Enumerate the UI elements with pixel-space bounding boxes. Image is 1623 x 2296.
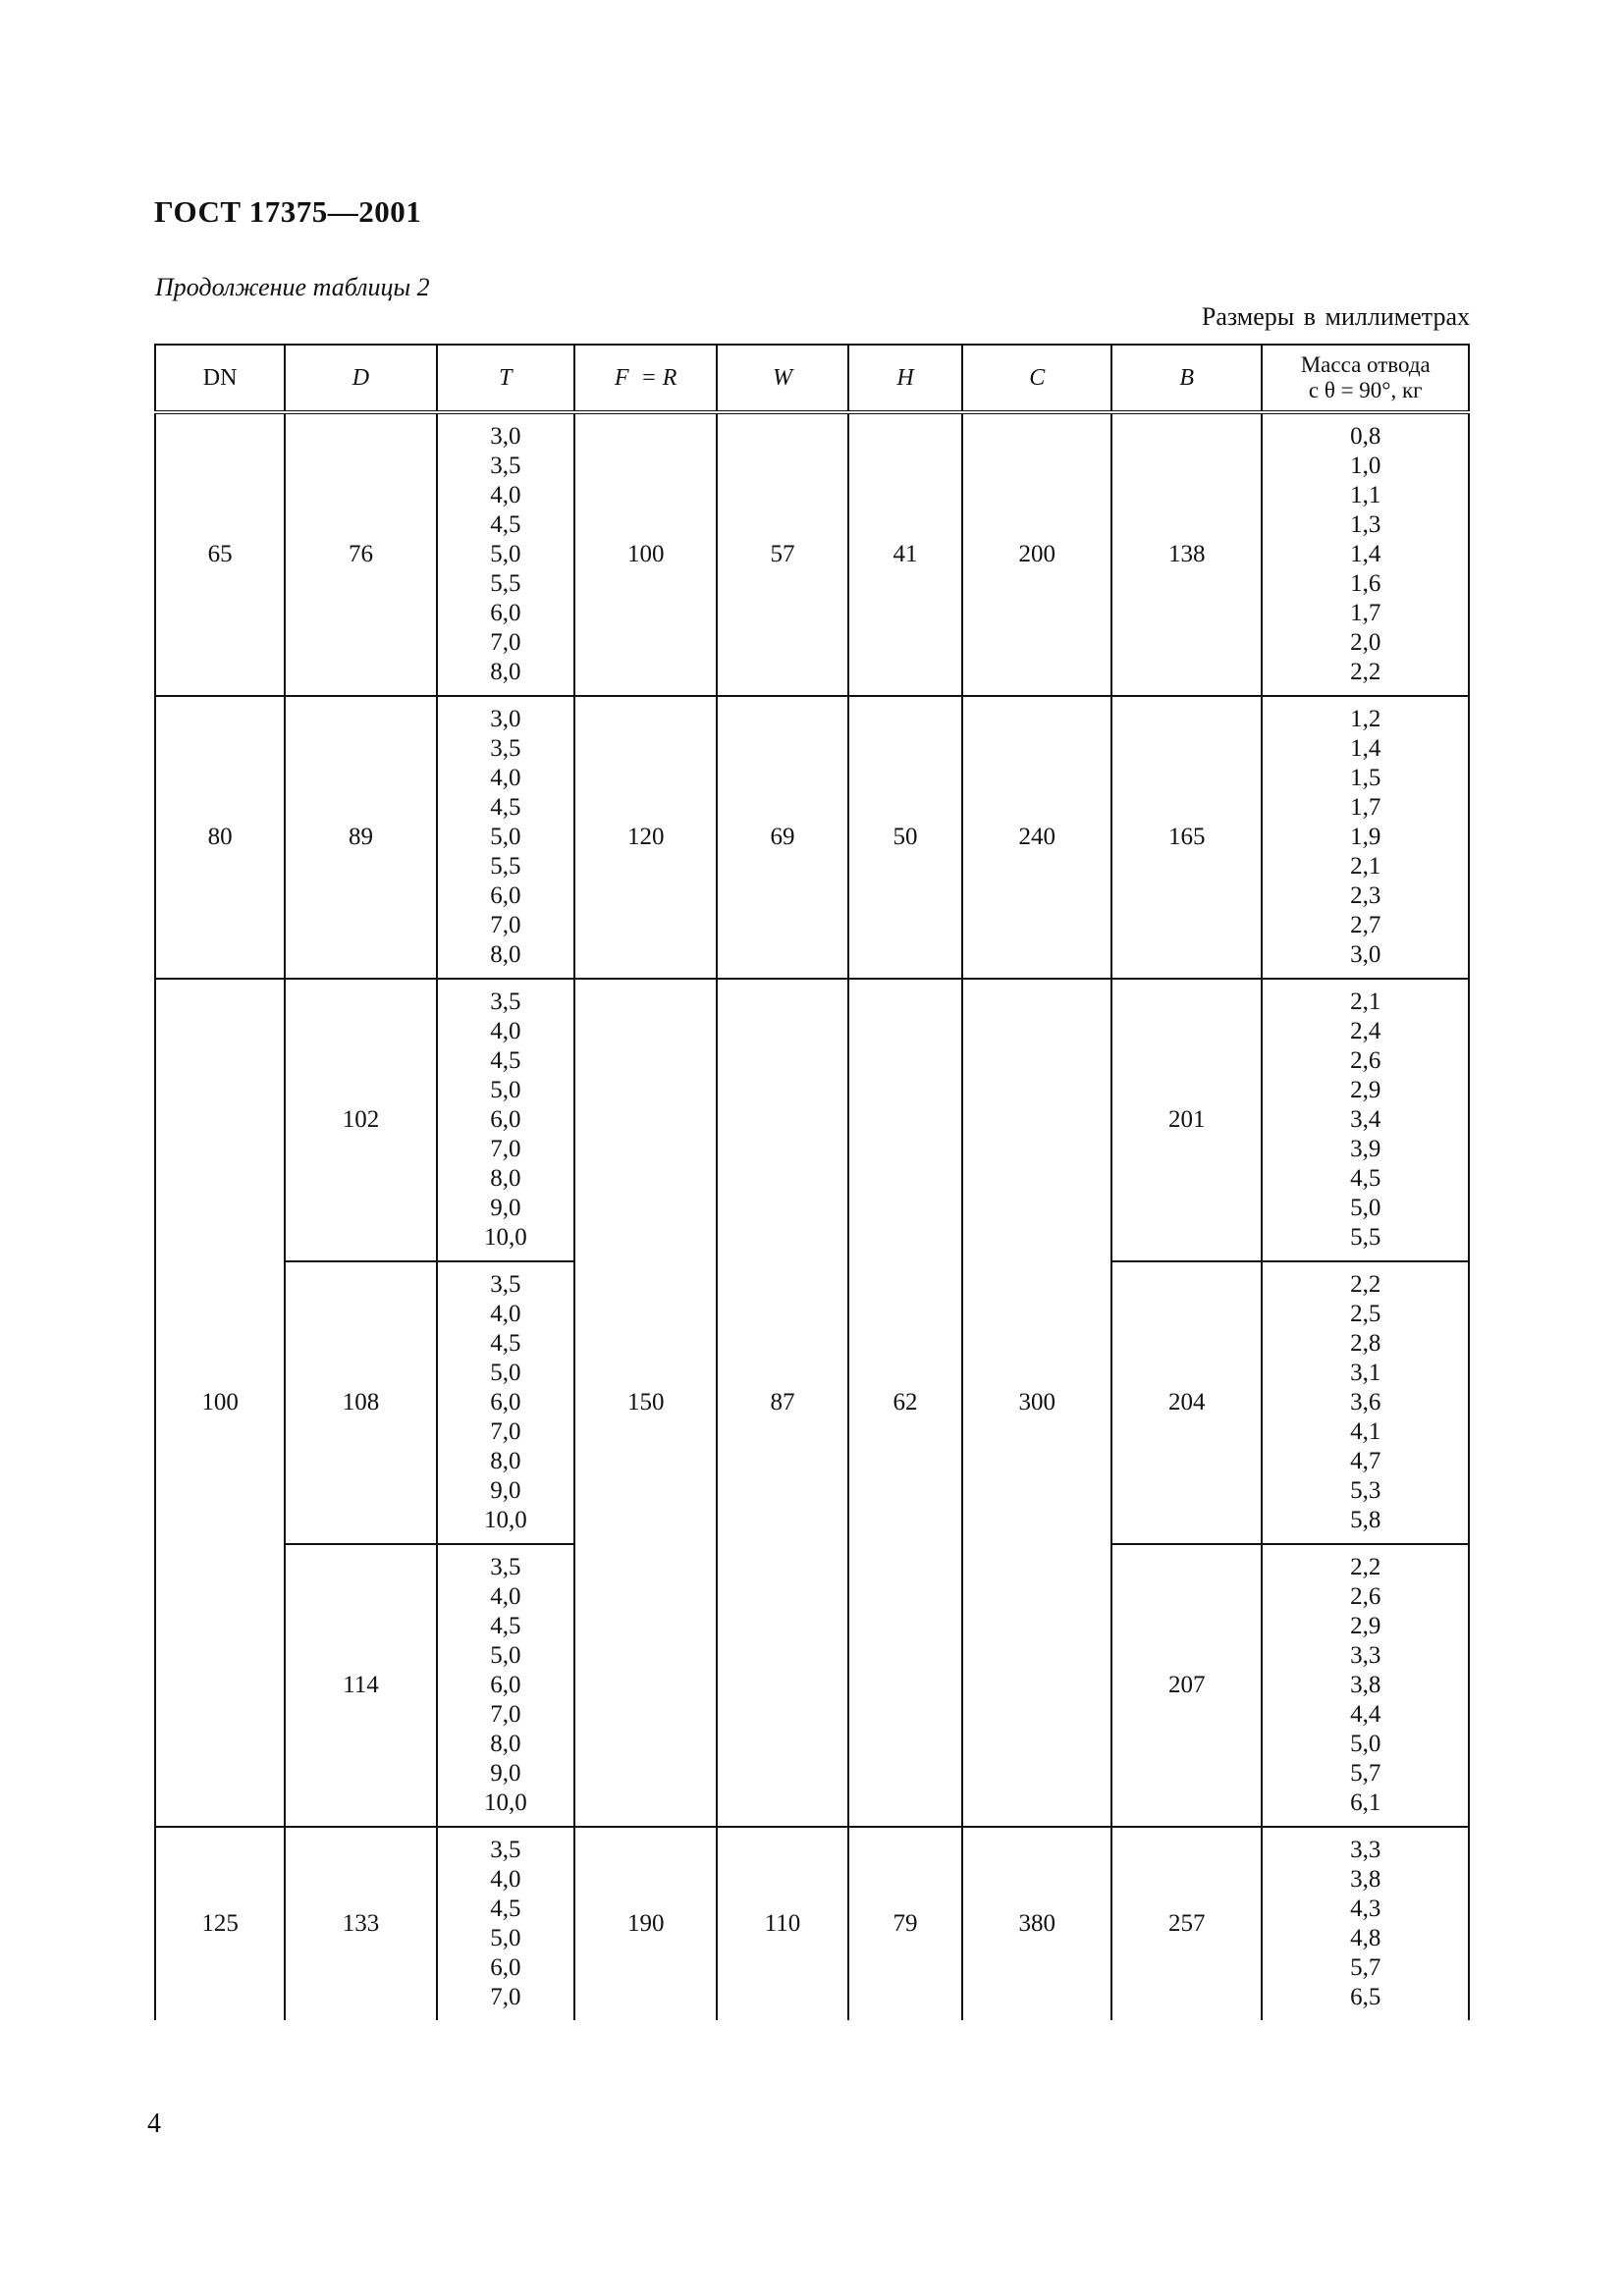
cell-t xyxy=(437,1544,574,1827)
cell-t-value: 3,5 xyxy=(490,1554,521,1580)
cell-t-value: 6,0 xyxy=(490,882,521,909)
cell-h: 41 xyxy=(848,412,963,696)
cell-w: 57 xyxy=(717,412,847,696)
cell-t-value: 8,0 xyxy=(490,1731,521,1757)
cell-mass-value: 4,5 xyxy=(1350,1165,1381,1192)
cell-t-value: 5,0 xyxy=(490,824,521,850)
cell-mass-value: 4,3 xyxy=(1350,1896,1381,1922)
cell-d: 102 xyxy=(285,979,437,1261)
cell-mass xyxy=(1262,1827,1469,2020)
cell-t-value: 4,0 xyxy=(490,482,521,508)
cell-mass-value: 1,9 xyxy=(1350,824,1381,850)
header-mass-line1: Масса отвода xyxy=(1300,352,1431,377)
cell-b: 165 xyxy=(1111,696,1263,979)
cell-mass-value: 1,2 xyxy=(1350,706,1381,732)
cell-c: 380 xyxy=(962,1827,1110,2020)
cell-t-value: 7,0 xyxy=(490,1136,521,1162)
cell-b: 201 xyxy=(1111,979,1263,1261)
cell-mass-value: 1,4 xyxy=(1350,541,1381,567)
cell-mass-value: 5,0 xyxy=(1350,1195,1381,1221)
cell-f-r: 190 xyxy=(574,1827,717,2020)
cell-t-value: 7,0 xyxy=(490,912,521,938)
table-body xyxy=(155,412,1469,2020)
cell-t-value: 8,0 xyxy=(490,659,521,685)
header-b: B xyxy=(1111,345,1263,412)
cell-dn: 80 xyxy=(155,696,285,979)
cell-t-value: 4,0 xyxy=(490,1583,521,1610)
cell-t-value: 5,5 xyxy=(490,570,521,597)
cell-mass-value: 5,3 xyxy=(1350,1477,1381,1504)
cell-mass xyxy=(1262,979,1469,1261)
cell-mass-value: 5,7 xyxy=(1350,1954,1381,1981)
cell-t-value: 6,0 xyxy=(490,1106,521,1133)
cell-t-value: 5,0 xyxy=(490,541,521,567)
cell-mass-value: 2,5 xyxy=(1350,1301,1381,1327)
cell-d: 133 xyxy=(285,1827,437,2020)
header-c: C xyxy=(962,345,1110,412)
cell-mass xyxy=(1262,696,1469,979)
cell-t-value: 5,0 xyxy=(490,1642,521,1669)
cell-c: 200 xyxy=(962,412,1110,696)
header-w: W xyxy=(717,345,847,412)
cell-d: 114 xyxy=(285,1544,437,1827)
cell-b: 257 xyxy=(1111,1827,1263,2020)
header-t: T xyxy=(437,345,574,412)
cell-t-value: 6,0 xyxy=(490,1672,521,1698)
cell-t-value: 10,0 xyxy=(483,1789,527,1816)
cell-t-value: 4,0 xyxy=(490,1301,521,1327)
cell-mass-value: 3,4 xyxy=(1350,1106,1381,1133)
cell-mass-value: 3,6 xyxy=(1350,1389,1381,1415)
cell-t-value: 5,5 xyxy=(490,853,521,880)
cell-mass-value: 4,1 xyxy=(1350,1418,1381,1445)
cell-b: 138 xyxy=(1111,412,1263,696)
cell-t-value: 4,0 xyxy=(490,765,521,791)
cell-t xyxy=(437,412,574,696)
cell-t-value: 8,0 xyxy=(490,1165,521,1192)
cell-t xyxy=(437,1827,574,2020)
cell-mass-value: 3,3 xyxy=(1350,1642,1381,1669)
cell-t-value: 10,0 xyxy=(483,1224,527,1251)
cell-w: 69 xyxy=(717,696,847,979)
cell-h: 79 xyxy=(848,1827,963,2020)
cell-t-value: 10,0 xyxy=(483,1507,527,1533)
cell-mass-value: 2,6 xyxy=(1350,1047,1381,1074)
dimensions-table xyxy=(154,344,1470,2020)
cell-mass-value: 3,1 xyxy=(1350,1360,1381,1386)
cell-t-value: 7,0 xyxy=(490,1984,521,2010)
cell-t-value: 9,0 xyxy=(490,1195,521,1221)
cell-mass-value: 2,7 xyxy=(1350,912,1381,938)
header-mass-line2: с θ = 90°, кг xyxy=(1308,378,1423,402)
cell-mass-value: 2,6 xyxy=(1350,1583,1381,1610)
header-h: H xyxy=(848,345,963,412)
cell-dn: 65 xyxy=(155,412,285,696)
cell-mass-value: 3,8 xyxy=(1350,1866,1381,1893)
cell-mass xyxy=(1262,1261,1469,1544)
cell-b: 204 xyxy=(1111,1261,1263,1544)
cell-mass-value: 1,3 xyxy=(1350,511,1381,538)
units-note: Размеры в миллиметрах xyxy=(1201,302,1470,331)
header-f-r: F = R xyxy=(574,345,717,412)
cell-mass xyxy=(1262,412,1469,696)
header-dn: DN xyxy=(155,345,285,412)
cell-mass-value: 1,0 xyxy=(1350,453,1381,479)
cell-f-r: 150 xyxy=(574,979,717,1827)
cell-mass-value: 2,9 xyxy=(1350,1613,1381,1639)
cell-t xyxy=(437,1261,574,1544)
cell-mass xyxy=(1262,1544,1469,1827)
cell-t-value: 7,0 xyxy=(490,1701,521,1728)
cell-t-value: 3,5 xyxy=(490,735,521,762)
cell-t-value: 4,5 xyxy=(490,1330,521,1357)
cell-t xyxy=(437,979,574,1261)
page-number: 4 xyxy=(147,2109,161,2139)
cell-t-value: 4,5 xyxy=(490,511,521,538)
cell-t-value: 6,0 xyxy=(490,600,521,626)
cell-mass-value: 1,1 xyxy=(1350,482,1381,508)
cell-t-value: 5,0 xyxy=(490,1925,521,1951)
cell-mass-value: 2,0 xyxy=(1350,629,1381,656)
cell-mass-value: 5,7 xyxy=(1350,1760,1381,1787)
cell-mass-value: 3,8 xyxy=(1350,1672,1381,1698)
cell-mass-value: 2,2 xyxy=(1350,659,1381,685)
cell-t xyxy=(437,696,574,979)
cell-mass-value: 3,0 xyxy=(1350,941,1381,968)
cell-t-value: 8,0 xyxy=(490,1448,521,1474)
cell-dn: 125 xyxy=(155,1827,285,2020)
table-row xyxy=(155,1827,1469,2020)
cell-d: 89 xyxy=(285,696,437,979)
header-mass xyxy=(1262,345,1469,412)
cell-mass-value: 1,7 xyxy=(1350,794,1381,821)
cell-dn: 100 xyxy=(155,979,285,1827)
cell-mass-value: 2,2 xyxy=(1350,1271,1381,1298)
cell-t-value: 9,0 xyxy=(490,1760,521,1787)
cell-t-value: 3,5 xyxy=(490,453,521,479)
cell-t-value: 9,0 xyxy=(490,1477,521,1504)
table-row xyxy=(155,696,1469,979)
cell-mass-value: 3,3 xyxy=(1350,1837,1381,1863)
table-header-row xyxy=(155,345,1469,412)
cell-t-value: 5,0 xyxy=(490,1360,521,1386)
cell-mass-value: 1,7 xyxy=(1350,600,1381,626)
cell-c: 240 xyxy=(962,696,1110,979)
cell-t-value: 4,5 xyxy=(490,1613,521,1639)
cell-mass-value: 3,9 xyxy=(1350,1136,1381,1162)
cell-mass-value: 5,8 xyxy=(1350,1507,1381,1533)
cell-t-value: 5,0 xyxy=(490,1077,521,1103)
cell-t-value: 3,5 xyxy=(490,988,521,1015)
cell-mass-value: 5,5 xyxy=(1350,1224,1381,1251)
cell-mass-value: 6,5 xyxy=(1350,1984,1381,2010)
cell-h: 62 xyxy=(848,979,963,1827)
cell-mass-value: 2,8 xyxy=(1350,1330,1381,1357)
table-caption: Продолжение таблицы 2 xyxy=(155,273,430,301)
cell-mass-value: 2,4 xyxy=(1350,1018,1381,1044)
cell-t-value: 4,5 xyxy=(490,1047,521,1074)
cell-t-value: 4,5 xyxy=(490,1896,521,1922)
cell-d: 76 xyxy=(285,412,437,696)
cell-mass-value: 2,3 xyxy=(1350,882,1381,909)
cell-w: 87 xyxy=(717,979,847,1827)
cell-t-value: 3,0 xyxy=(490,706,521,732)
header-d: D xyxy=(285,345,437,412)
document-title: ГОСТ 17375—2001 xyxy=(154,194,422,229)
cell-d: 108 xyxy=(285,1261,437,1544)
cell-t-value: 7,0 xyxy=(490,1418,521,1445)
cell-mass-value: 1,6 xyxy=(1350,570,1381,597)
cell-t-value: 3,5 xyxy=(490,1837,521,1863)
cell-h: 50 xyxy=(848,696,963,979)
cell-f-r: 120 xyxy=(574,696,717,979)
table-row xyxy=(155,412,1469,696)
cell-t-value: 7,0 xyxy=(490,629,521,656)
cell-mass-value: 1,5 xyxy=(1350,765,1381,791)
cell-w: 110 xyxy=(717,1827,847,2020)
cell-t-value: 8,0 xyxy=(490,941,521,968)
cell-mass-value: 1,4 xyxy=(1350,735,1381,762)
cell-mass-value: 2,2 xyxy=(1350,1554,1381,1580)
cell-t-value: 3,5 xyxy=(490,1271,521,1298)
cell-f-r: 100 xyxy=(574,412,717,696)
cell-mass-value: 0,8 xyxy=(1350,423,1381,450)
cell-t-value: 4,0 xyxy=(490,1866,521,1893)
cell-mass-value: 6,1 xyxy=(1350,1789,1381,1816)
cell-t-value: 6,0 xyxy=(490,1389,521,1415)
cell-t-value: 3,0 xyxy=(490,423,521,450)
cell-c: 300 xyxy=(962,979,1110,1827)
cell-mass-value: 4,8 xyxy=(1350,1925,1381,1951)
cell-t-value: 4,5 xyxy=(490,794,521,821)
cell-b: 207 xyxy=(1111,1544,1263,1827)
cell-mass-value: 4,4 xyxy=(1350,1701,1381,1728)
cell-mass-value: 5,0 xyxy=(1350,1731,1381,1757)
cell-mass-value: 2,9 xyxy=(1350,1077,1381,1103)
cell-t-value: 4,0 xyxy=(490,1018,521,1044)
cell-t-value: 6,0 xyxy=(490,1954,521,1981)
cell-mass-value: 2,1 xyxy=(1350,988,1381,1015)
cell-mass-value: 2,1 xyxy=(1350,853,1381,880)
cell-mass-value: 4,7 xyxy=(1350,1448,1381,1474)
table-row xyxy=(155,979,1469,1261)
